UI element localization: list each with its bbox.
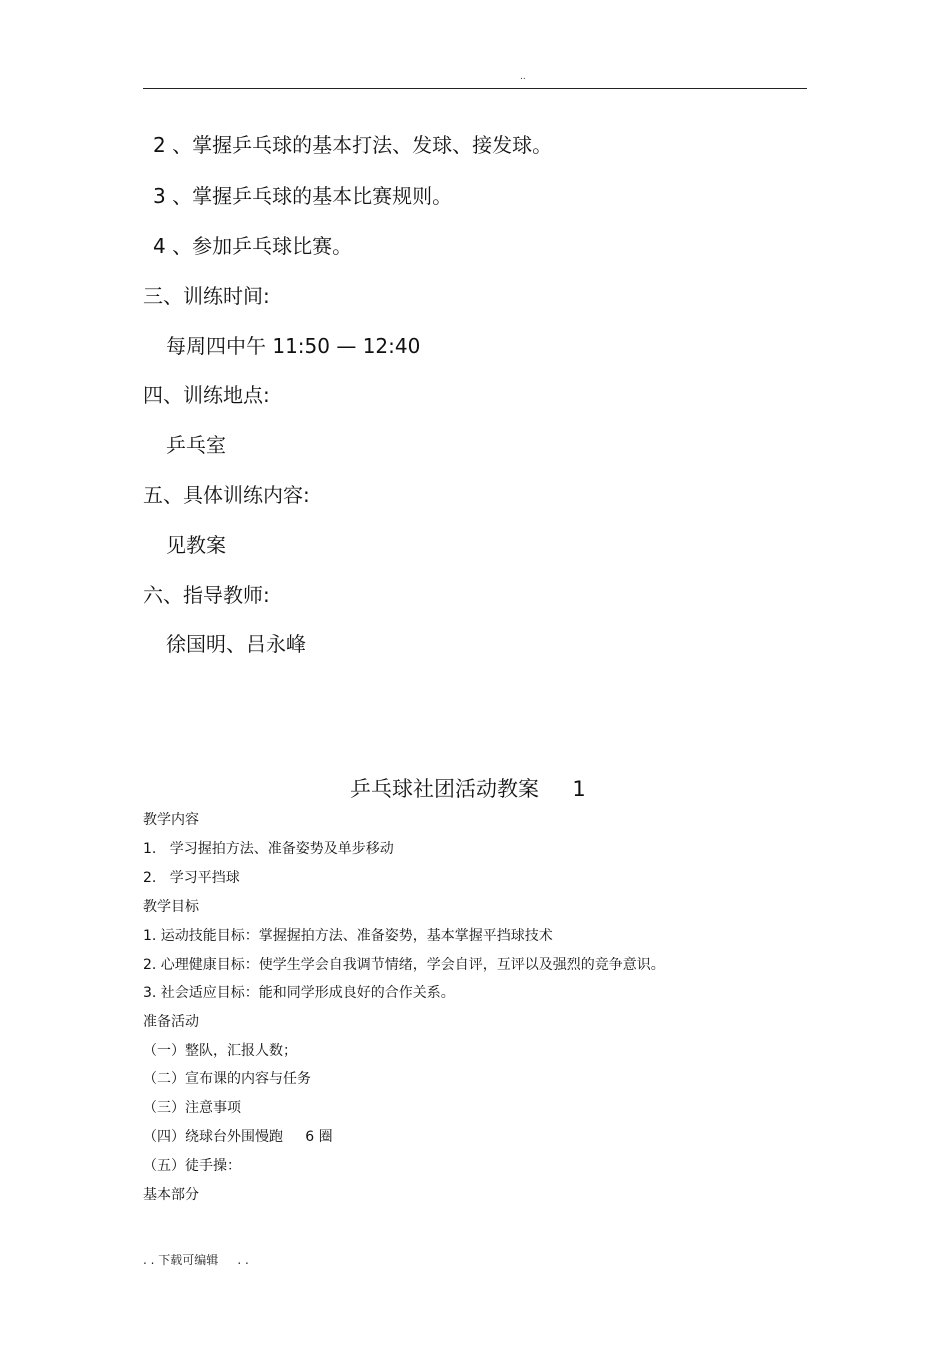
list-item: 2 、掌握乒乓球的基本打法、发球、接发球。 bbox=[153, 133, 553, 157]
goal-item: 3. 社会适应目标：能和同学形成良好的合作关系。 bbox=[143, 985, 455, 1001]
training-location-value: 乒乓室 bbox=[166, 433, 226, 457]
training-time-value: 每周四中午 11:50 — 12:40 bbox=[166, 334, 421, 358]
prep-item: （一）整队，汇报人数； bbox=[143, 1043, 297, 1059]
list-item: 3 、掌握乒乓球的基本比赛规则。 bbox=[153, 184, 453, 208]
teacher-names-value: 徐国明、吕永峰 bbox=[166, 632, 306, 656]
prep-item: （四）绕球台外围慢跑 6 圈 bbox=[143, 1129, 333, 1145]
goal-item: 2. 心理健康目标：使学生学会自我调节情绪，学会自评，互评以及强烈的竞争意识。 bbox=[143, 957, 665, 973]
section-heading-location: 四、训练地点: bbox=[143, 383, 270, 407]
basic-heading: 基本部分 bbox=[143, 1187, 199, 1203]
prep-item: （五）徒手操： bbox=[143, 1158, 241, 1174]
training-content-value: 见教案 bbox=[166, 533, 226, 557]
goal-item: 1. 运动技能目标：掌握握拍方法、准备姿势，基本掌握平挡球技术 bbox=[143, 928, 553, 944]
prep-heading: 准备活动 bbox=[143, 1014, 199, 1030]
lesson-title: 乒乓球社团活动教案 1 bbox=[350, 777, 586, 801]
list-item: 4 、参加乒乓球比赛。 bbox=[153, 234, 353, 258]
content-item: 2. 学习平挡球 bbox=[143, 870, 240, 886]
header-mark: .. bbox=[520, 72, 526, 82]
prep-item: （三）注意事项 bbox=[143, 1100, 241, 1116]
content-item: 1. 学习握拍方法、准备姿势及单步移动 bbox=[143, 841, 394, 857]
prep-item: （二）宣布课的内容与任务 bbox=[143, 1071, 311, 1087]
content-heading: 教学内容 bbox=[143, 812, 199, 828]
header-rule bbox=[143, 88, 807, 89]
section-heading-teacher: 六、指导教师: bbox=[143, 583, 270, 607]
section-heading-content: 五、具体训练内容: bbox=[143, 483, 310, 507]
footer-text: . . 下载可编辑 . . bbox=[143, 1253, 249, 1267]
section-heading-time: 三、训练时间: bbox=[143, 284, 270, 308]
goals-heading: 教学目标 bbox=[143, 899, 199, 915]
